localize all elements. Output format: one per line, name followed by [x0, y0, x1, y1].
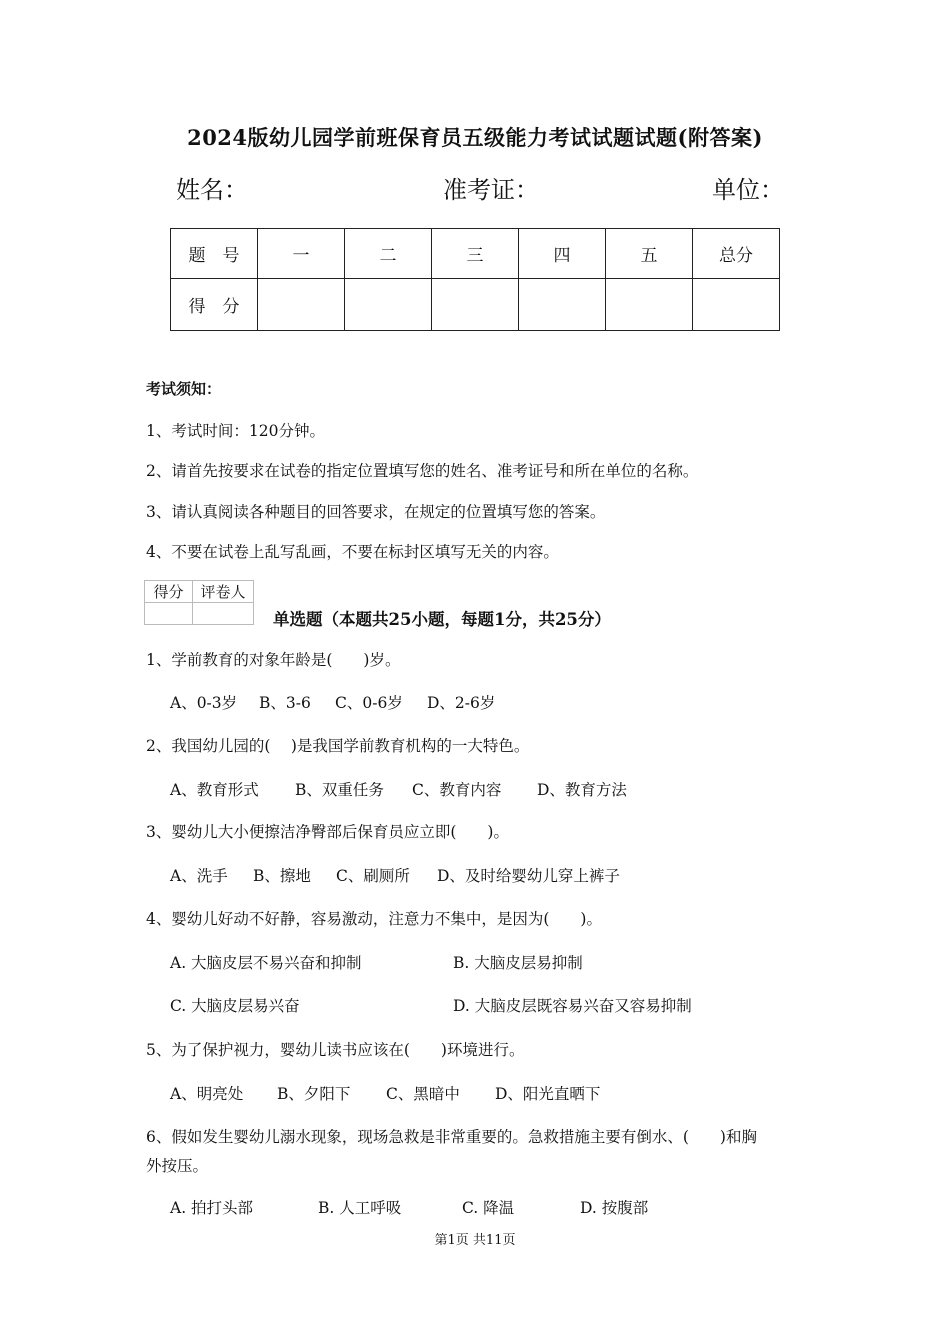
question-option[interactable]: B、3-6 [259, 694, 311, 712]
score-table-header-row [171, 229, 780, 279]
question-option[interactable]: A、洗手 [170, 867, 228, 885]
question-stem: 1、学前教育的对象年龄是( )岁。 [146, 651, 401, 669]
question-stem: 4、婴幼儿好动不好静，容易激动，注意力不集中，是因为( )。 [146, 910, 602, 928]
score-header-cell: 总分 [693, 229, 780, 279]
notice-heading: 考试须知： [146, 380, 222, 398]
score-cell[interactable] [432, 279, 519, 331]
question-option[interactable]: C. 大脑皮层易兴奋 [170, 997, 300, 1015]
question-stem-continued: 外按压。 [146, 1157, 209, 1175]
score-row-label: 得 分 [171, 279, 258, 331]
notice-item: 1、考试时间：120分钟。 [146, 422, 325, 440]
question-option[interactable]: B. 大脑皮层易抑制 [453, 954, 583, 972]
question-option[interactable]: D. 大脑皮层既容易兴奋又容易抑制 [453, 997, 692, 1015]
grader-name-label: 评卷人 [193, 581, 254, 603]
question-stem: 3、婴幼儿大小便擦洁净臀部后保育员应立即( )。 [146, 823, 509, 841]
question-option[interactable]: A、明亮处 [170, 1085, 244, 1103]
question-option[interactable]: D、2-6岁 [427, 694, 496, 712]
score-header-cell: 一 [258, 229, 345, 279]
question-option[interactable]: C. 降温 [462, 1199, 515, 1217]
question-option[interactable]: A. 大脑皮层不易兴奋和抑制 [170, 954, 362, 972]
score-cell[interactable] [606, 279, 693, 331]
question-option[interactable]: B、擦地 [253, 867, 311, 885]
question-option[interactable]: C、黑暗中 [386, 1085, 460, 1103]
question-option[interactable]: D、阳光直晒下 [495, 1085, 601, 1103]
score-cell[interactable] [258, 279, 345, 331]
question-option[interactable]: D. 按腹部 [580, 1199, 649, 1217]
unit-field-label: 单位： [712, 176, 784, 204]
name-field-label: 姓名： [176, 176, 248, 204]
score-cell[interactable] [519, 279, 606, 331]
question-option[interactable]: C、0-6岁 [335, 694, 403, 712]
notice-item: 2、请首先按要求在试卷的指定位置填写您的姓名、准考证号和所在单位的名称。 [146, 462, 699, 480]
question-stem: 5、为了保护视力，婴幼儿读书应该在( )环境进行。 [146, 1041, 525, 1059]
score-header-cell: 题 号 [171, 229, 258, 279]
question-option[interactable]: D、及时给婴幼儿穿上裤子 [437, 867, 620, 885]
grader-score-cell[interactable] [145, 603, 193, 625]
question-option[interactable]: A、0-3岁 [170, 694, 238, 712]
exam-id-field-label: 准考证： [443, 176, 539, 204]
section-title: 单选题（本题共25小题，每题1分，共25分） [273, 610, 611, 629]
question-stem: 2、我国幼儿园的( )是我国学前教育机构的一大特色。 [146, 737, 530, 755]
question-option[interactable]: C、教育内容 [412, 781, 502, 799]
question-stem: 6、假如发生婴幼儿溺水现象，现场急救是非常重要的。急救措施主要有倒水、( )和胸 [146, 1128, 757, 1146]
question-option[interactable]: B、双重任务 [295, 781, 384, 799]
grader-score-label: 得分 [145, 581, 193, 603]
score-header-cell: 二 [345, 229, 432, 279]
notice-item: 4、不要在试卷上乱写乱画，不要在标封区填写无关的内容。 [146, 543, 559, 561]
score-header-cell: 四 [519, 229, 606, 279]
score-table [170, 228, 780, 331]
page-title: 2024版幼儿园学前班保育员五级能力考试试题试题(附答案) [187, 125, 763, 150]
grader-name-cell[interactable] [193, 603, 254, 625]
question-option[interactable]: A. 拍打头部 [170, 1199, 254, 1217]
score-header-cell: 三 [432, 229, 519, 279]
question-option[interactable]: B、夕阳下 [277, 1085, 351, 1103]
question-option[interactable]: A、教育形式 [170, 781, 259, 799]
grader-box [144, 580, 254, 625]
score-header-cell: 五 [606, 229, 693, 279]
score-table-score-row [171, 279, 780, 331]
score-cell[interactable] [693, 279, 780, 331]
question-option[interactable]: B. 人工呼吸 [318, 1199, 402, 1217]
page-number-footer: 第1页 共11页 [434, 1233, 516, 1248]
score-cell[interactable] [345, 279, 432, 331]
notice-item: 3、请认真阅读各种题目的回答要求，在规定的位置填写您的答案。 [146, 503, 606, 521]
question-option[interactable]: C、刷厕所 [336, 867, 410, 885]
question-option[interactable]: D、教育方法 [537, 781, 627, 799]
